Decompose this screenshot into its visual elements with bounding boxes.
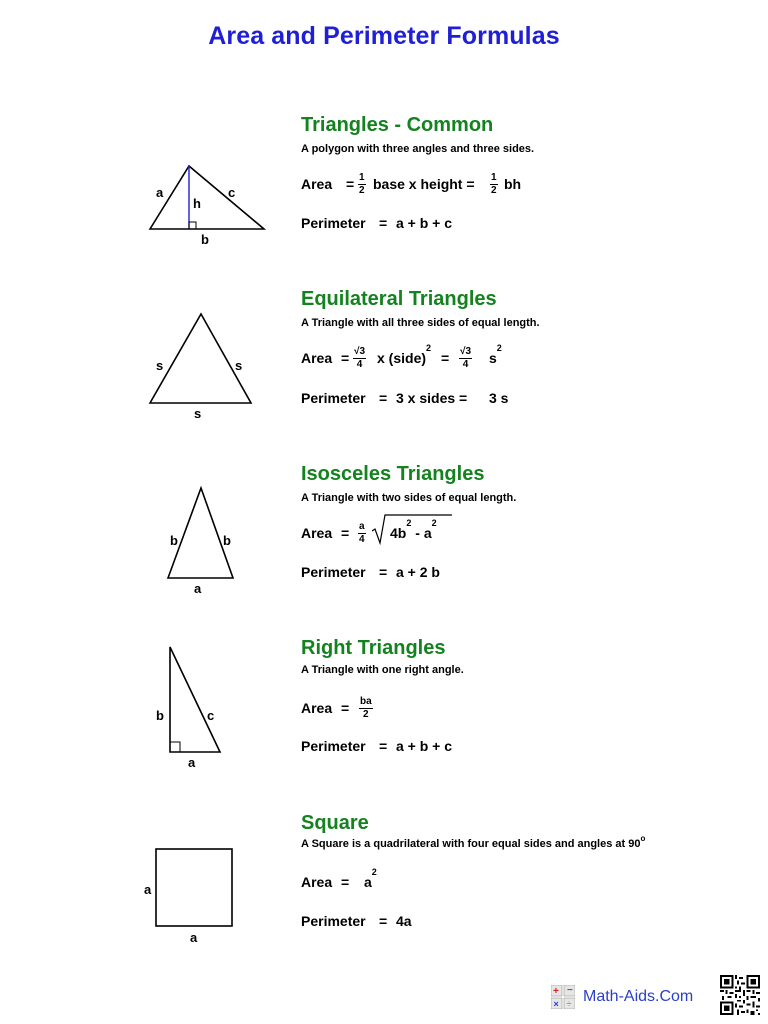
area-label: Area xyxy=(301,176,333,192)
isosceles-triangle-figure xyxy=(130,483,280,603)
perimeter-label: Perimeter xyxy=(301,913,366,929)
label-left: b xyxy=(156,708,164,723)
perimeter-value: a + 2 b xyxy=(396,564,440,580)
label-right: b xyxy=(223,533,231,548)
math-aids-logo-icon[interactable] xyxy=(551,985,575,1009)
fraction: $\frac{a}{4}$ xyxy=(359,521,365,545)
area-label: Area xyxy=(301,874,333,890)
svg-text:−: − xyxy=(567,985,573,996)
fraction: $\frac{√3}{4}$ xyxy=(354,346,366,370)
fraction: $\frac{1}{2}$ xyxy=(491,172,497,196)
right-triangle-figure xyxy=(130,642,280,777)
square-figure xyxy=(130,842,280,952)
perimeter-label: Perimeter xyxy=(301,390,366,406)
area-label: Area xyxy=(301,350,333,366)
label-left: b xyxy=(170,533,178,548)
area-label: Area xyxy=(301,525,333,541)
section-description: A polygon with three angles and three sides. xyxy=(301,143,535,155)
label-hyp: c xyxy=(207,708,215,723)
section-title: Equilateral Triangles xyxy=(301,288,497,310)
qr-code-icon xyxy=(720,975,760,1015)
section-title: Right Triangles xyxy=(301,637,446,659)
footer-brand-link[interactable]: Math-Aids.Com xyxy=(583,988,694,1005)
area-text: base x height = xyxy=(373,176,475,192)
perimeter-label: Perimeter xyxy=(301,215,366,231)
section-title: Square xyxy=(301,812,369,834)
svg-text:+: + xyxy=(553,986,559,997)
degree-sign: o xyxy=(640,834,646,843)
label-bottom: a xyxy=(188,755,196,770)
label-h: h xyxy=(193,196,201,211)
label-left: a xyxy=(144,882,152,897)
page-title: Area and Perimeter Formulas xyxy=(208,22,560,50)
label-bottom: a xyxy=(194,581,202,596)
perimeter-value: a + b + c xyxy=(396,215,453,231)
perimeter-label: Perimeter xyxy=(301,738,366,754)
label-a: a xyxy=(156,185,164,200)
area-label: Area xyxy=(301,700,333,716)
perimeter-value: 3 s xyxy=(489,390,509,406)
label-bottom: a xyxy=(190,930,198,945)
svg-text:×: × xyxy=(553,999,559,1009)
section-description: A Triangle with two sides of equal length. xyxy=(301,492,517,504)
fraction: $\frac{ba}{2}$ xyxy=(360,696,372,720)
label-left: s xyxy=(156,358,164,373)
perimeter-value: a + b + c xyxy=(396,738,453,754)
perimeter-value: 4a xyxy=(396,913,412,929)
fraction: $\frac{√3}{4}$ xyxy=(460,346,472,370)
section-description: A Triangle with all three sides of equal length. xyxy=(301,317,540,329)
triangle-figure xyxy=(130,154,280,254)
label-b: b xyxy=(201,232,209,247)
perimeter-text: 3 x sides = xyxy=(396,390,468,406)
section-title: Triangles - Common xyxy=(301,114,494,136)
section-description: A Square is a quadrilateral with four equal sides and angles at 90$^o$ xyxy=(301,834,646,850)
section-title: Isosceles Triangles xyxy=(301,463,485,485)
equilateral-triangle-figure xyxy=(130,308,280,428)
label-c: c xyxy=(228,185,236,200)
section-description: A Triangle with one right angle. xyxy=(301,664,464,676)
area-tail: bh xyxy=(504,176,522,192)
svg-text:÷: ÷ xyxy=(566,999,572,1009)
label-right: s xyxy=(235,358,243,373)
perimeter-label: Perimeter xyxy=(301,564,366,580)
fraction: $\frac{1}{2}$ xyxy=(359,172,365,196)
label-bottom: s xyxy=(194,406,202,421)
